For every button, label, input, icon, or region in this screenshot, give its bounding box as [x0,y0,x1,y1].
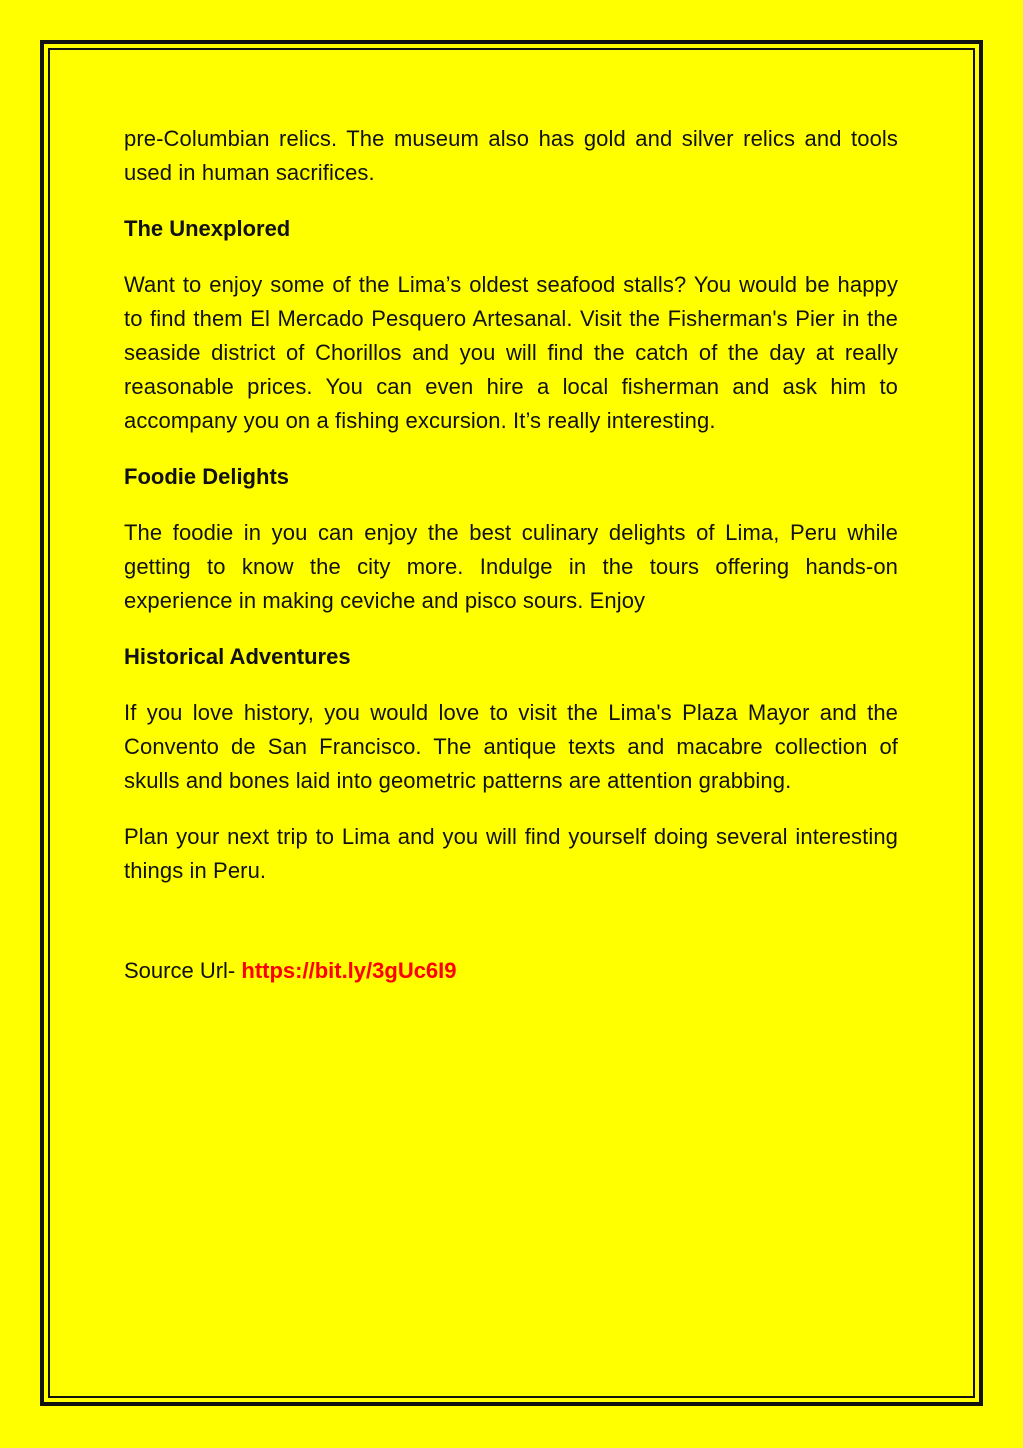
source-label: Source Url- [124,958,236,983]
paragraph-foodie-delights: The foodie in you can enjoy the best culinary delights of Lima, Peru while getting to know the city more. Indulge in the tours offering hands-on experience in making ceviche and pisco sours. Enjoy [124,520,898,613]
paragraph-closing: Plan your next trip to Lima and you will find yourself doing several interesting things in Peru. [124,824,898,883]
paragraph-intro: pre-Columbian relics. The museum also has gold and silver relics and tools used in human sacrifices. [124,126,898,185]
heading-unexplored: The Unexplored [124,216,291,241]
paragraph-historical-adventures: If you love history, you would love to visit the Lima's Plaza Mayor and the Convento de San Francisco. The antique texts and macabre collection of skulls and bones laid into geometric patterns are attention grabbing. [124,700,898,793]
document-body [124,122,898,988]
source-line [124,954,898,988]
heading-foodie-delights: Foodie Delights [124,464,289,489]
paragraph-unexplored: Want to enjoy some of the Lima’s oldest seafood stalls? You would be happy to find them El Mercado Pesquero Artesanal. Visit the Fisherman's Pier in the seaside district of Chorillos and you will find the catch of the day at really reasonable prices. You can even hire a local fisherman and ask him to accompany you on a fishing excursion. It’s really interesting. [124,272,898,433]
heading-historical-adventures: Historical Adventures [124,644,351,669]
source-link[interactable]: https://bit.ly/3gUc6I9 [241,958,457,983]
